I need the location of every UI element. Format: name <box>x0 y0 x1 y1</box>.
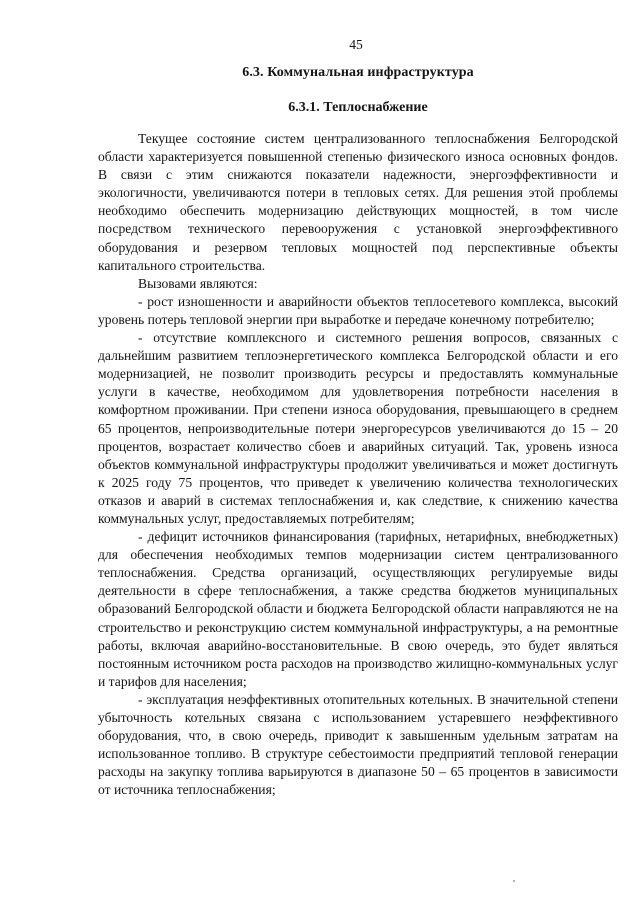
section-title: 6.3. Коммунальная инфраструктура <box>242 65 474 80</box>
paragraph-challenge-funding: - дефицит источников финансирования (тарифных, нетарифных, внебюджетных) для обеспечения необходимых темпов модернизации систем централизованного теплоснабжения. Средства организаций, осуществляющих регулируемые виды деятельности в сфере теплоснабжения, а также средства бюджетов муниципальных образований Белгородской области и бюджета Белгородской области направляются не на строительство и реконструкцию систем коммунальной инфраструктуры, а на ремонтные работы, включая аварийно-восстановительные. В свою очередь, это будет являться постоянным источником роста расходов на производство жилищно-коммунальных услуг и тарифов для населения; <box>98 529 618 689</box>
page-number: 45 <box>349 37 363 52</box>
paragraph-intro: Текущее состояние систем централизованного теплоснабжения Белгородской области характеризуется повышенной степенью физического износа основных фондов. В связи с этим снижаются показатели надежности, энергоэффективности и экологичности, увеличиваются потери в тепловых сетях. Для решения этой проблемы необходимо обеспечить модернизацию действующих мощностей, в том числе посредством технического перевооружения с установкой энергоэффективного оборудования и резервом тепловых мощностей под перспективные объекты капитального строительства. <box>98 131 618 273</box>
paragraph-challenge-system: - отсутствие комплексного и системного решения вопросов, связанных с дальнейшим развитием теплоэнергетического комплекса Белгородской области и его модернизацией, не позволит производить ресурсы и предоставлять коммунальные услуги в качестве, необходимом для удовлетворения потребности населения в комфортном проживании. При степени износа оборудования, превышающего в среднем 65 процентов, непроизводительные потери энергоресурсов увеличиваются до 15 – 20 процентов, возрастает количество сбоев и аварийных ситуаций. Так, уровень износа объектов коммунальной инфраструктуры продолжит увеличиваться и может достигнуть к 2025 году 75 процентов, что приведет к увеличению количества технологических отказов и аварий в системах теплоснабжения и, как следствие, к снижению качества коммунальных услуг, предоставляемых потребителям; <box>98 330 618 526</box>
paragraph-challenges-heading: Вызовами являются: <box>138 275 258 291</box>
subsection-title: 6.3.1. Теплоснабжение <box>288 100 428 115</box>
body-text <box>98 130 618 799</box>
paragraph-challenge-boilers: - эксплуатация неэффективных отопительных котельных. В значительной степени убыточность котельных связана с использованием устаревшего неэффективного оборудования, что, в свою очередь, приводит к завышенным удельным затратам на использованное топливо. В структуре себестоимости предприятий тепловой генерации расходы на закупку топлива варьируются в диапазоне 50 – 65 процентов в зависимости от источника теплоснабжения; <box>98 691 618 798</box>
paragraph-challenge-wear: - рост изношенности и аварийности объектов теплосетевого комплекса, высокий уровень потерь тепловой энергии при выработке и передаче конечному потребителю; <box>98 293 618 327</box>
scan-dot <box>513 880 515 882</box>
